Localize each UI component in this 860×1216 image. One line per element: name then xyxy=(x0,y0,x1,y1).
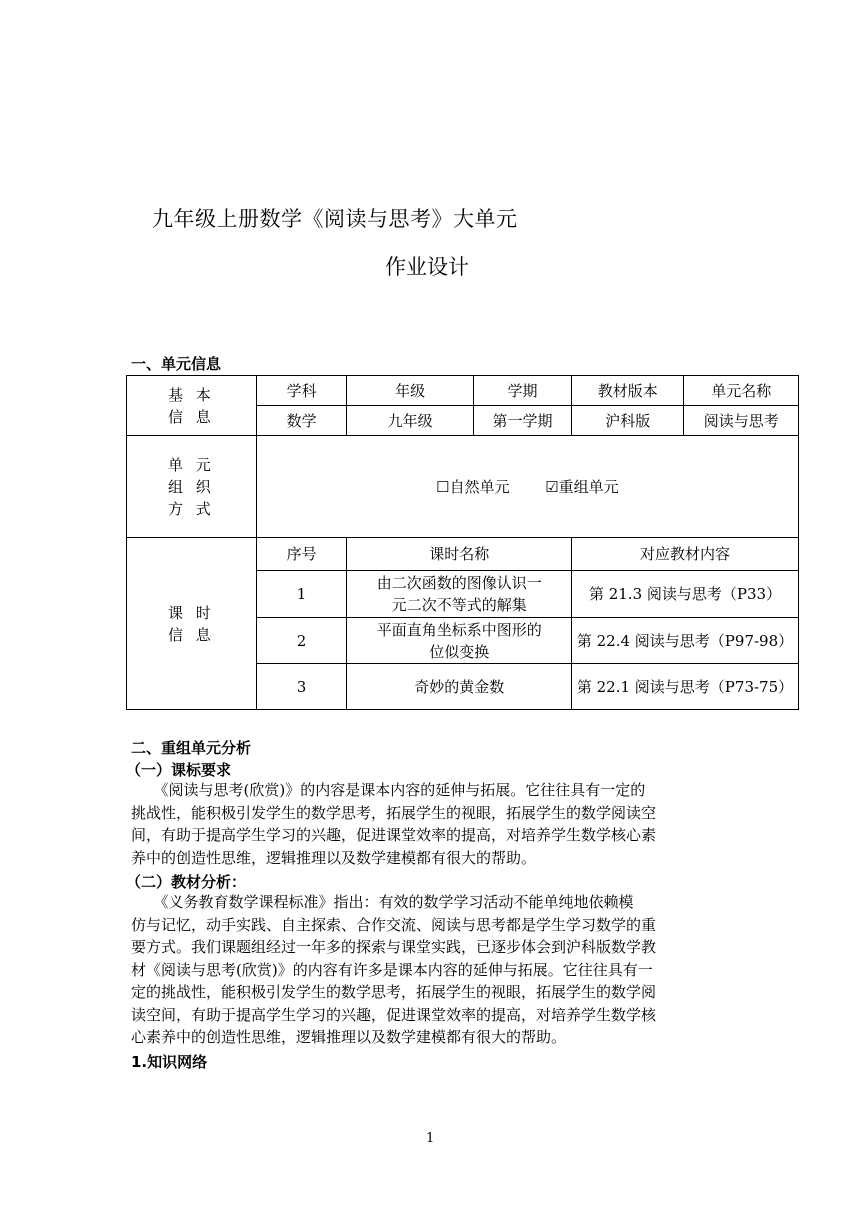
lesson-name: 平面直角坐标系中图形的 位似变换 xyxy=(347,618,572,664)
value-semester: 第一学期 xyxy=(473,406,571,436)
subsection2-heading: （二）教材分析： xyxy=(126,873,247,891)
lesson-content: 第 21.3 阅读与思考（P33） xyxy=(572,571,799,618)
header-semester: 学期 xyxy=(473,376,571,406)
header-textbook: 教材版本 xyxy=(572,376,684,406)
lesson-no: 2 xyxy=(256,618,347,664)
section2-heading: 二、重组单元分析 xyxy=(131,739,252,757)
value-textbook: 沪科版 xyxy=(572,406,684,436)
subsection1-heading: （一）课标要求 xyxy=(126,761,232,779)
section1-heading: 一、单元信息 xyxy=(131,355,222,373)
lesson-no: 1 xyxy=(256,571,347,618)
lesson-header-content: 对应教材内容 xyxy=(572,538,799,571)
header-subject: 学科 xyxy=(256,376,347,406)
lesson-header-row xyxy=(127,538,799,571)
lesson-name: 由二次函数的图像认识一 元二次不等式的解集 xyxy=(347,571,572,618)
value-grade: 九年级 xyxy=(347,406,474,436)
organization-row xyxy=(127,436,799,538)
lesson-content: 第 22.1 阅读与思考（P73-75） xyxy=(572,664,799,710)
value-unit-name: 阅读与思考 xyxy=(684,406,799,436)
header-grade: 年级 xyxy=(347,376,474,406)
lesson-header-name: 课时名称 xyxy=(347,538,572,571)
knowledge-network-heading: 1.知识网络 xyxy=(131,1053,208,1071)
lesson-no: 3 xyxy=(256,664,347,710)
unit-info-table xyxy=(126,375,799,710)
textbook-analysis-paragraph: 《义务教育数学课程标准》指出：有效的数学学习活动不能单纯地依赖模 仿与记忆，动手实践、自主探索、合作交流、阅读与思考都是学生学习数学的重 要方式。我们课题组经过一年多的探索与课堂实践，已逐步体会到沪科版数学教 材《阅读与思考(欣赏)》的内容有许多是课本内容的延伸与拓展。它往往具有一 定的挑战性，能积极引发学生的数学思考，拓展学生的视眼，拓展学生的数学阅 读空间，有助于提高学生学习的兴趣，促进课堂效率的提高，对培养学生数学核 心素养中的创造性思维，逻辑推理以及数学建模都有很大的帮助。 xyxy=(131,893,657,1046)
page-number: 1 xyxy=(426,1131,435,1146)
basic-info-label: 基 本 信 息 xyxy=(127,376,257,436)
document-title-line1: 九年级上册数学《阅读与思考》大单元 xyxy=(152,207,518,231)
value-subject: 数学 xyxy=(256,406,347,436)
lesson-content: 第 22.4 阅读与思考（P97-98） xyxy=(572,618,799,664)
natural-unit-option: ☐自然单元 xyxy=(436,477,510,496)
organization-label: 单 元 组 织 方 式 xyxy=(127,436,257,538)
lesson-header-no: 序号 xyxy=(256,538,347,571)
organization-options xyxy=(256,436,798,538)
lesson-info-label: 课 时 信 息 xyxy=(127,538,257,710)
header-unit-name: 单元名称 xyxy=(684,376,799,406)
curriculum-paragraph: 《阅读与思考(欣赏)》的内容是课本内容的延伸与拓展。它往往具有一定的 挑战性，能积极引发学生的数学思考，拓展学生的视眼，拓展学生的数学阅读空 间，有助于提高学生学习的兴趣，促进课堂效率的提高，对培养学生数学核心素 养中的创造性思维，逻辑推理以及数学建模都有很大的帮助。 xyxy=(131,781,657,867)
basic-header-row xyxy=(127,376,799,406)
lesson-name: 奇妙的黄金数 xyxy=(347,664,572,710)
document-title-line2: 作业设计 xyxy=(385,255,469,279)
regroup-unit-option: ☑重组单元 xyxy=(545,477,619,496)
